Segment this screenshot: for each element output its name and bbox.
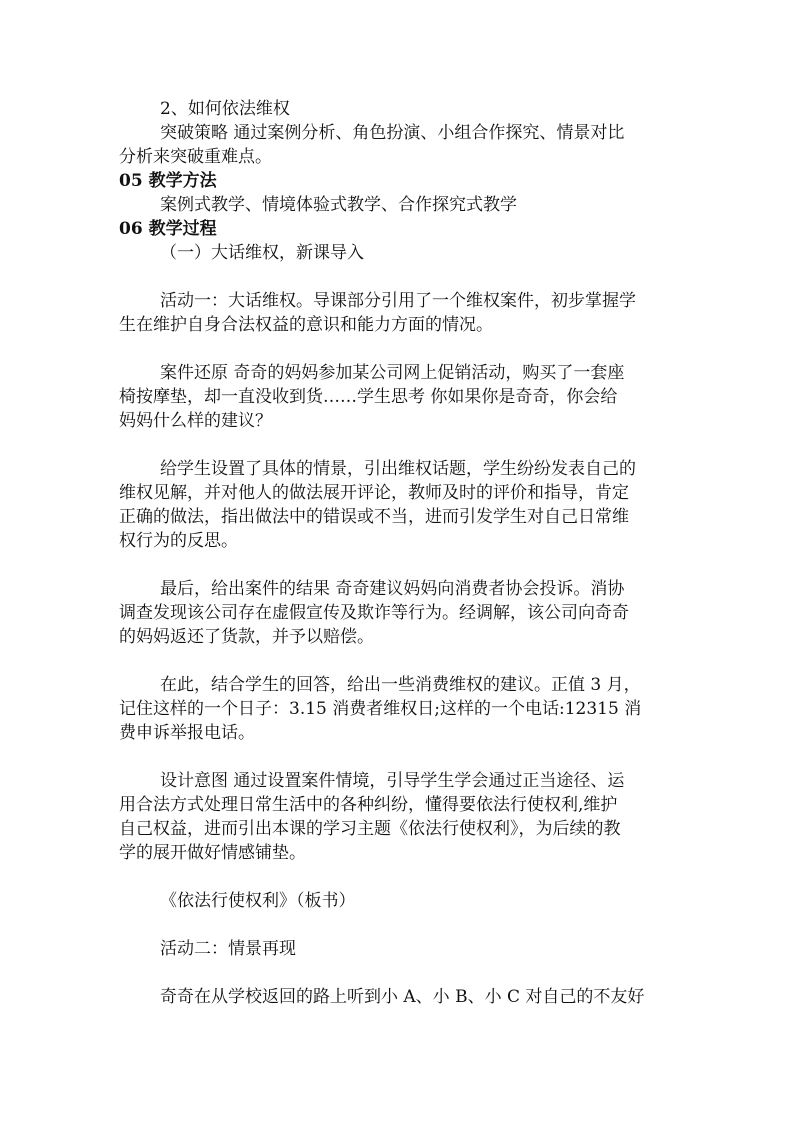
advice-line-3: 费申诉举报电话。 [119,723,255,743]
section-heading-teaching-methods: 05 教学方法 [119,171,217,191]
strategy-line-2: 分析来突破重难点。 [119,147,272,167]
result-line-1: 最后，给出案件的结果 奇奇建议妈妈向消费者协会投诉。消协 [160,579,625,599]
case-line-1: 案件还原 奇奇的妈妈参加某公司网上促销活动，购买了一套座 [160,363,625,383]
teaching-methods-text: 案例式教学、情境体验式教学、合作探究式教学 [160,195,517,215]
design-intent-line-2: 用合法方式处理日常生活中的各种纠纷，懂得要依法行使权利,维护 [119,795,618,815]
blackboard-title: 《依法行使权利》（板书） [160,891,356,911]
case-line-2: 椅按摩垫，却一直没收到货……学生思考 你如果你是奇奇，你会给 [119,387,618,407]
design-intent-line-4: 学的展开做好情感铺垫。 [119,843,306,863]
activity-two-line-1: 奇奇在从学校返回的路上听到小 A、小 B、小 C 对自己的不友好 [160,987,645,1007]
activity-one-line-1: 活动一：大话维权。导课部分引用了一个维权案件，初步掌握学 [160,291,636,311]
activity-one-line-2: 生在维护自身合法权益的意识和能力方面的情况。 [119,315,493,335]
result-line-3: 的妈妈返还了货款，并予以赔偿。 [119,627,374,647]
section-heading-how-to-defend-rights: 2、如何依法维权 [160,99,290,119]
scenario-line-2: 维权见解，并对他人的做法展开评论，教师及时的评价和指导，肯定 [119,483,629,503]
activity-two-heading: 活动二：情景再现 [160,939,296,959]
design-intent-line-1: 设计意图 通过设置案件情境，引导学生学会通过正当途径、运 [160,771,625,791]
advice-line-1: 在此，结合学生的回答，给出一些消费维权的建议。正值 3 月， [160,675,641,695]
advice-line-2: 记住这样的一个日子：3.15 消费者维权日;这样的一个电话:12315 消 [119,699,642,719]
scenario-line-4: 权行为的反思。 [119,531,238,551]
section-heading-teaching-process: 06 教学过程 [119,219,217,239]
design-intent-line-3: 自己权益，进而引出本课的学习主题《依法行使权利》，为后续的教 [119,819,621,839]
scenario-line-3: 正确的做法，指出做法中的错误或不当，进而引发学生对自己日常维 [119,507,629,527]
strategy-line-1: 突破策略 通过案例分析、角色扮演、小组合作探究、情景对比 [160,123,625,143]
subsection-heading-intro: （一）大话维权，新课导入 [160,243,364,263]
case-line-3: 妈妈什么样的建议？ [119,411,272,431]
result-line-2: 调查发现该公司存在虚假宣传及欺诈等行为。经调解，该公司向奇奇 [119,603,629,623]
scenario-line-1: 给学生设置了具体的情景，引出维权话题，学生纷纷发表自己的 [160,459,636,479]
